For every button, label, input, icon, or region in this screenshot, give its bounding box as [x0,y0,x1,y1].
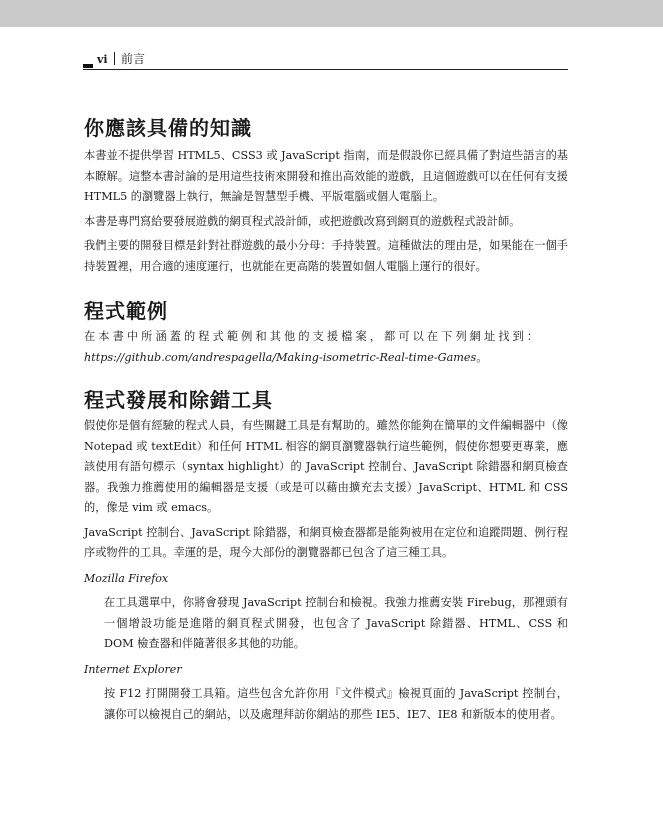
paragraph: 假使你是個有經驗的程式人員，有些關鍵工具是有幫助的。雖然你能夠在簡單的文件編輯器中（像 Notepad 或 textEdit）和任何 HTML 相容的網頁瀏覽器執行這些範例，假使你想要更專業，應該使用有語句標示（syntax highlight）的 JavaScript 控制台、JavaScript 除錯器和網頁檢查器。我強力推薦使用的編輯器是支援（或是可以藉由擴充去支援）JavaScript、HTML 和 CSS 的，像是 vim 或 emacs。 [84,419,568,514]
top-gray-band [0,0,663,27]
tool-description-firefox: 在工具選單中，你將會發現 JavaScript 控制台和檢視。我強力推薦安裝 Firebug，那裡頭有一個增設功能是進階的網頁程式開發，也包含了 JavaScript 除錯器、HTML、CSS 和 DOM 檢查器和伴隨著很多其他的功能。 [104,596,568,650]
header-separator [114,52,115,65]
paragraph: 本書並不提供學習 HTML5、CSS3 或 JavaScript 指南，而是假設你已經具備了對這些語言的基本瞭解。這整本書討論的是用這些技術來開發和推出高效能的遊戲，且這個遊戲可以在任何有支援 HTML5 的瀏覽器上執行，無論是智慧型手機、平版電腦或個人電腦上。 [84,149,568,203]
paragraph: JavaScript 控制台、JavaScript 除錯器，和網頁檢查器都是能夠被用在定位和追蹤問題、例行程序或物件的工具。幸運的是，現今大部份的瀏覽器都已包含了這三種工具。 [84,525,568,559]
paragraph: 本書是專門寫給要發展遊戲的網頁程式設計師，或把遊戲改寫到網頁的遊戲程式設計師。 [84,214,521,228]
examples-intro: 在本書中所涵蓋的程式範例和其他的支援檔案，都可以在下列網址找到： [84,330,542,343]
examples-url-link[interactable]: https://github.com/andrespagella/Making-isometric-Real-time-Games [84,350,477,364]
paragraph [84,327,568,368]
section-heading-tools: 程式發展和除錯工具 [84,388,273,412]
paragraph: 我們主要的開發目標是針對社群遊戲的最小分母：手持裝置。這種做法的理由是，如果能在一個手持裝置裡，用合適的速度運行，也就能在更高階的裝置如個人電腦上運行的很好。 [84,239,568,273]
header-section-title: 前言 [121,52,146,66]
page-number: vi [97,53,108,66]
header-mark [83,64,93,68]
url-suffix: 。 [476,350,488,364]
section-heading-knowledge: 你應該具備的知識 [84,116,252,140]
header-rule [83,69,568,70]
tool-term-firefox: Mozilla Firefox [84,571,169,585]
page-body [84,114,568,725]
tool-term-ie: Internet Explorer [84,662,182,676]
tool-description-ie: 按 F12 打開開發工具箱。這些包含允許你用『文件模式』檢視頁面的 JavaScript 控制台，讓你可以檢視自己的網站，以及處理拜訪你網站的那些 IE5、IE7、IE8 和新版本的使用者。 [104,687,568,721]
section-heading-examples: 程式範例 [84,299,168,323]
running-header [83,50,568,70]
